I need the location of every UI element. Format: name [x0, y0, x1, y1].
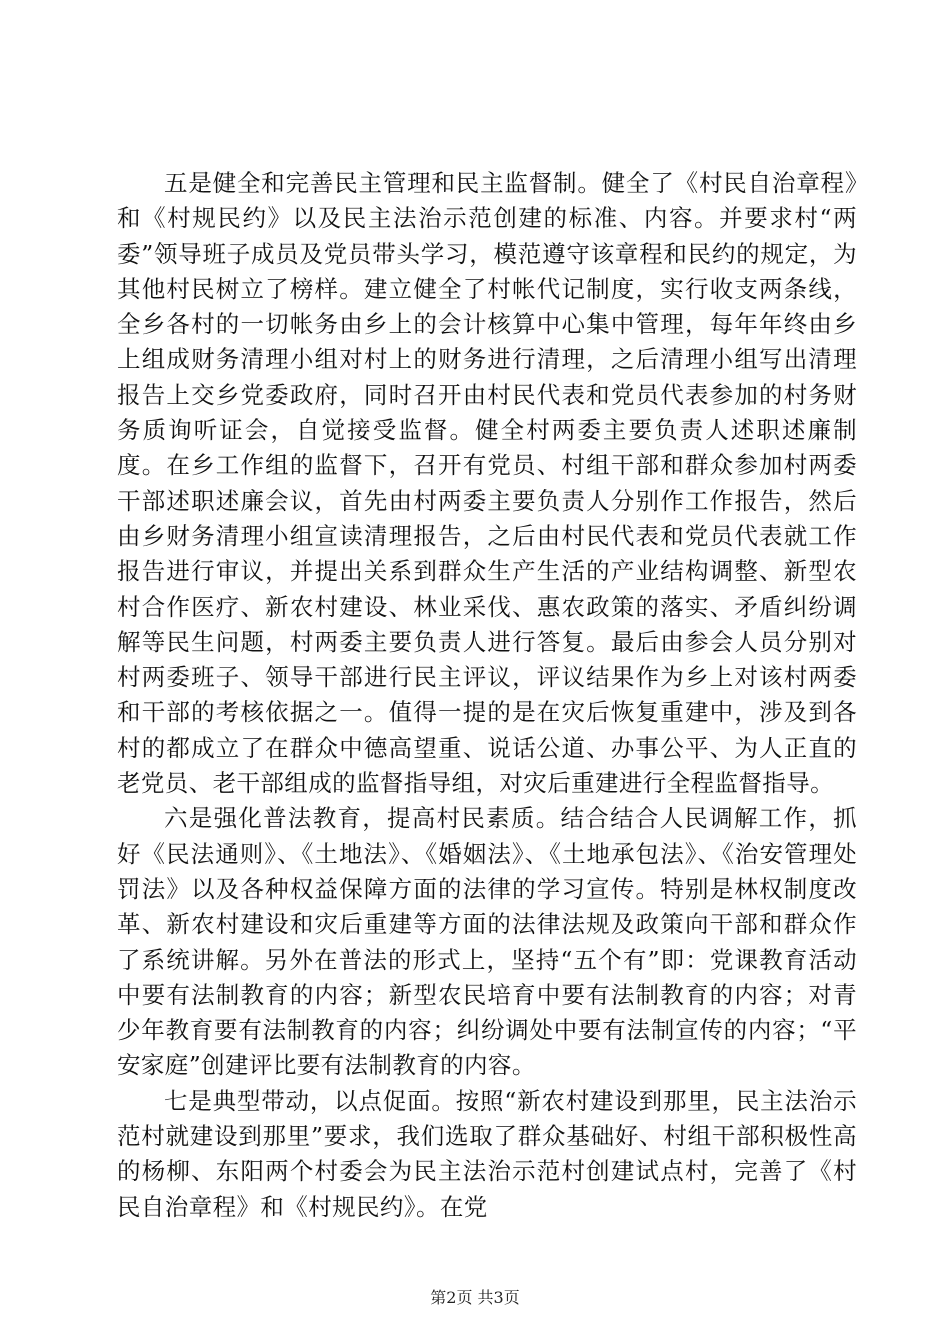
page-number-label: 第2页 共3页: [430, 1288, 520, 1307]
paragraph-five: 五是健全和完善民主管理和民主监督制。健全了《村民自治章程》和《村规民约》以及民主法治示范创建的标准、内容。并要求村“两委”领导班子成员及党员带头学习，模范遵守该章程和民约的规定，为其他村民树立了榜样。建立健全了村帐代记制度，实行收支两条线，全乡各村的一切帐务由乡上的会计核算中心集中管理，每年年终由乡上组成财务清理小组对村上的财务进行清理，之后清理小组写出清理报告上交乡党委政府，同时召开由村民代表和党员代表参加的村务财务质询听证会，自觉接受监督。健全村两委主要负责人述职述廉制度。在乡工作组的监督下，召开有党员、村组干部和群众参加村两委干部述职述廉会议，首先由村两委主要负责人分别作工作报告，然后由乡财务清理小组宣读清理报告，之后由村民代表和党员代表就工作报告进行审议，并提出关系到群众生产生活的产业结构调整、新型农村合作医疗、新农村建设、林业采伐、惠农政策的落实、矛盾纠纷调解等民生问题，村两委主要负责人进行答复。最后由参会人员分别对村两委班子、领导干部进行民主评议，评议结果作为乡上对该村两委和干部的考核依据之一。值得一提的是在灾后恢复重建中，涉及到各村的都成立了在群众中德高望重、说话公道、办事公平、为人正直的老党员、老干部组成的监督指导组，对灾后重建进行全程监督指导。: [117, 169, 857, 798]
document-body: [117, 166, 857, 1225]
paragraph-six: 六是强化普法教育，提高村民素质。结合结合人民调解工作，抓好《民法通则》、《土地法》、《婚姻法》、《土地承包法》、《治安管理处罚法》以及各种权益保障方面的法律的学习宣传。特别是林权制度改革、新农村建设和灾后重建等方面的法律法规及政策向干部和群众作了系统讲解。另外在普法的形式上，坚持“五个有”即：党课教育活动中要有法制教育的内容；新型农民培育中要有法制教育的内容；对青少年教育要有法制教育的内容；纠纷调处中要有法制宣传的内容；“平安家庭”创建评比要有法制教育的内容。: [117, 804, 857, 1080]
paragraph-seven: 七是典型带动，以点促面。按照“新农村建设到那里，民主法治示范村就建设到那里”要求，我们选取了群众基础好、村组干部积极性高的杨柳、东阳两个村委会为民主法治示范村创建试点村，完善了《村民自治章程》和《村规民约》。在党: [117, 1086, 857, 1221]
page-footer: [0, 1288, 950, 1308]
